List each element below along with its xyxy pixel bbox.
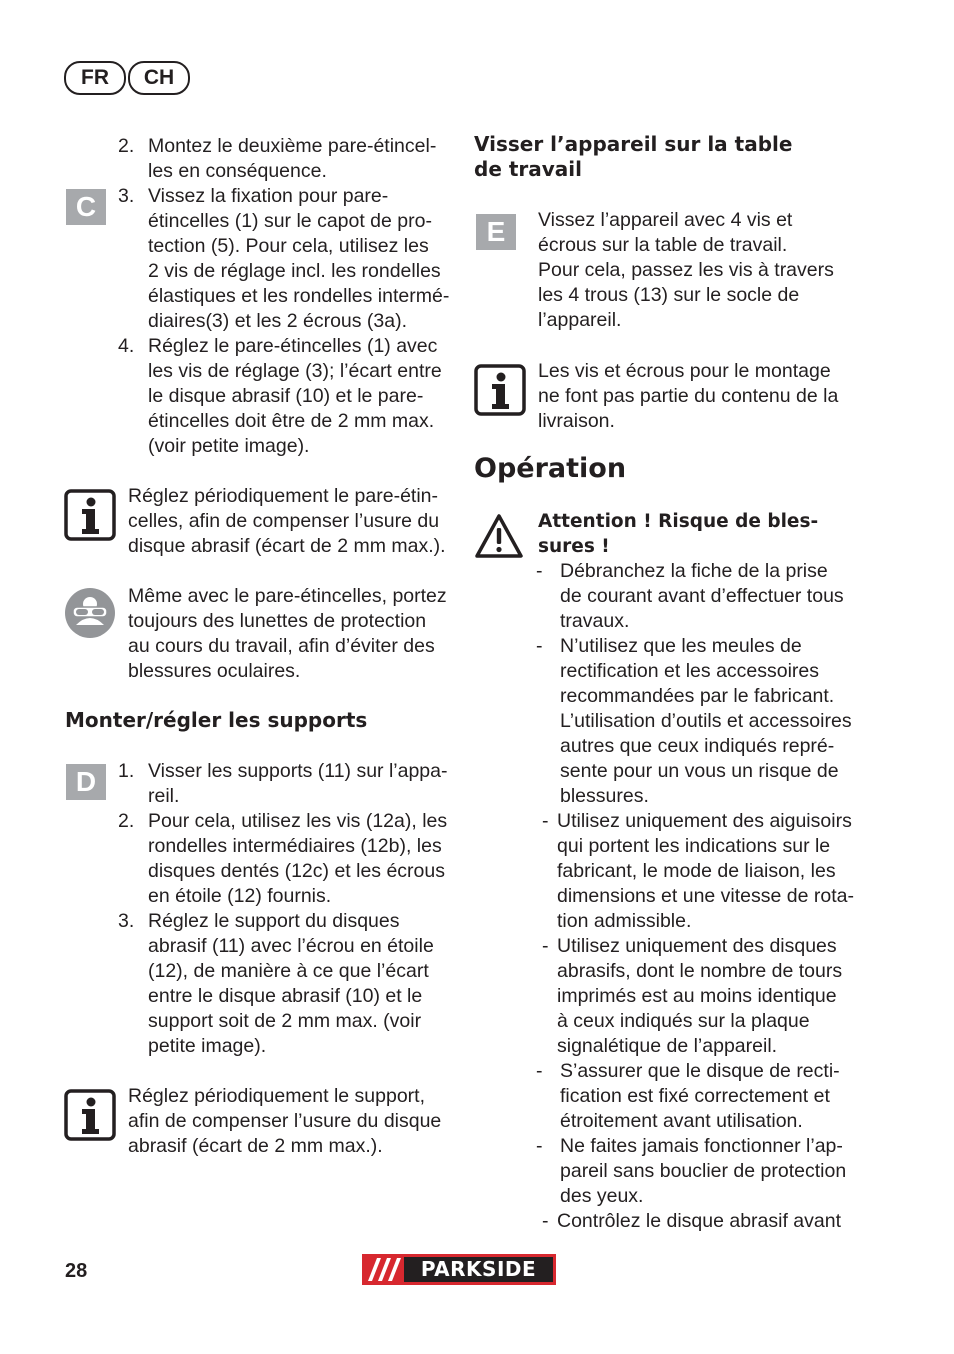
warning-item: - Débranchez la fiche de la prise de courant avant d’effectuer tous travaux. bbox=[536, 560, 844, 632]
warning-item: - N’utilisez que les meules de rectification et les accessoires recommandées par le fabricant. L’utilisation d’outils et accessoires autres que ceux indiqués repré- sente pour un vous un risque de blessures. bbox=[536, 635, 852, 807]
brand-name: PARKSIDE bbox=[420, 1257, 537, 1281]
step-c-3: 3. Vissez la fixation pour pare- étincelles (1) sur le capot de pro- tection (5). Pour cela, utilisez les 2 vis de réglage incl. les rondelles élastiques et les rondelles intermé- diaires(3) et les 2 écrous (3a). bbox=[118, 185, 450, 332]
steps-d-list bbox=[118, 759, 458, 1059]
section-badge-c: C bbox=[66, 189, 106, 225]
heading-supports: Monter/régler les supports bbox=[65, 708, 368, 732]
note-spark-guard-adjust: Réglez périodiquement le pare-étin- celles, afin de compenser l’usure du disque abrasif (écart de 2 mm max.). bbox=[128, 485, 446, 557]
warning-item: - S’assurer que le disque de recti- fication est fixé correctement et étroitement avant utilisation. bbox=[536, 1060, 840, 1132]
step-d-2: 2. Pour cela, utilisez les vis (12a), les rondelles intermédiaires (12b), les disques dentés (12c) et les écrous en étoile (12) fournis. bbox=[118, 810, 448, 907]
page-number: 28 bbox=[65, 1260, 88, 1282]
warning-list bbox=[536, 559, 866, 1234]
lang-badge-ch: CH bbox=[128, 61, 190, 95]
warning-title: Attention ! Risque de bles- sures ! bbox=[538, 511, 819, 557]
heading-table-mount: Visser l’appareil sur la table de travail bbox=[474, 132, 793, 181]
warning-icon bbox=[474, 513, 524, 559]
table-mount-text: Vissez l’appareil avec 4 vis et écrous sur la table de travail. Pour cela, passez les vis à travers les 4 trous (13) sur le socle de l’appareil. bbox=[538, 209, 834, 331]
warning-item: - Utilisez uniquement des aiguisoirs qui portent les indications sur le fabricant, le mode de liaison, les dimensions et une vitesse de rota- tion admissible. bbox=[542, 810, 854, 932]
section-badge-d: D bbox=[66, 764, 106, 800]
warning-item: - Utilisez uniquement des disques abrasifs, dont le nombre de tours imprimés est au moins identique à ceux indiqués sur la plaque signalétique de l’appareil. bbox=[542, 935, 843, 1057]
info-icon bbox=[474, 364, 526, 416]
section-badge-e: E bbox=[476, 214, 516, 250]
step-c-4: 4. Réglez le pare-étincelles (1) avec les vis de réglage (3); l’écart entre le disque abrasif (10) et le pare- étincelles doit être de 2 mm max. (voir petite image). bbox=[118, 335, 442, 457]
warning-item: - Ne faites jamais fonctionner l’ap- pareil sans bouclier de protection des yeux. bbox=[536, 1135, 847, 1207]
note-goggles: Même avec le pare-étincelles, portez toujours des lunettes de protection au cours du travail, afin d’éviter des blessures oculaires. bbox=[128, 585, 447, 682]
info-icon bbox=[64, 1089, 116, 1141]
note-support-adjust: Réglez périodiquement le support, afin de compenser l’usure du disque abrasif (écart de 2 mm max.). bbox=[128, 1085, 442, 1157]
note-screws-not-included: Les vis et écrous pour le montage ne font pas partie du contenu de la livraison. bbox=[538, 360, 839, 432]
step-d-3: 3. Réglez le support du disques abrasif (11) avec l’écrou en étoile (12), de manière à ce que l’écart entre le disque abrasif (10) et le support soit de 2 mm max. (voir petite image). bbox=[118, 910, 434, 1057]
step-c-2: 2. Montez le deuxième pare-étincel- les en conséquence. bbox=[118, 135, 437, 182]
lang-badge-fr: FR bbox=[64, 61, 126, 95]
safety-goggles-icon bbox=[64, 587, 116, 639]
warning-item: - Contrôlez le disque abrasif avant bbox=[542, 1210, 841, 1232]
parkside-logo bbox=[362, 1254, 556, 1285]
logo-stripes-icon bbox=[364, 1254, 404, 1285]
info-icon bbox=[64, 489, 116, 541]
steps-c-list bbox=[118, 134, 458, 459]
step-d-1: 1. Visser les supports (11) sur l’appa- reil. bbox=[118, 760, 448, 807]
heading-operation: Opération bbox=[474, 453, 627, 484]
